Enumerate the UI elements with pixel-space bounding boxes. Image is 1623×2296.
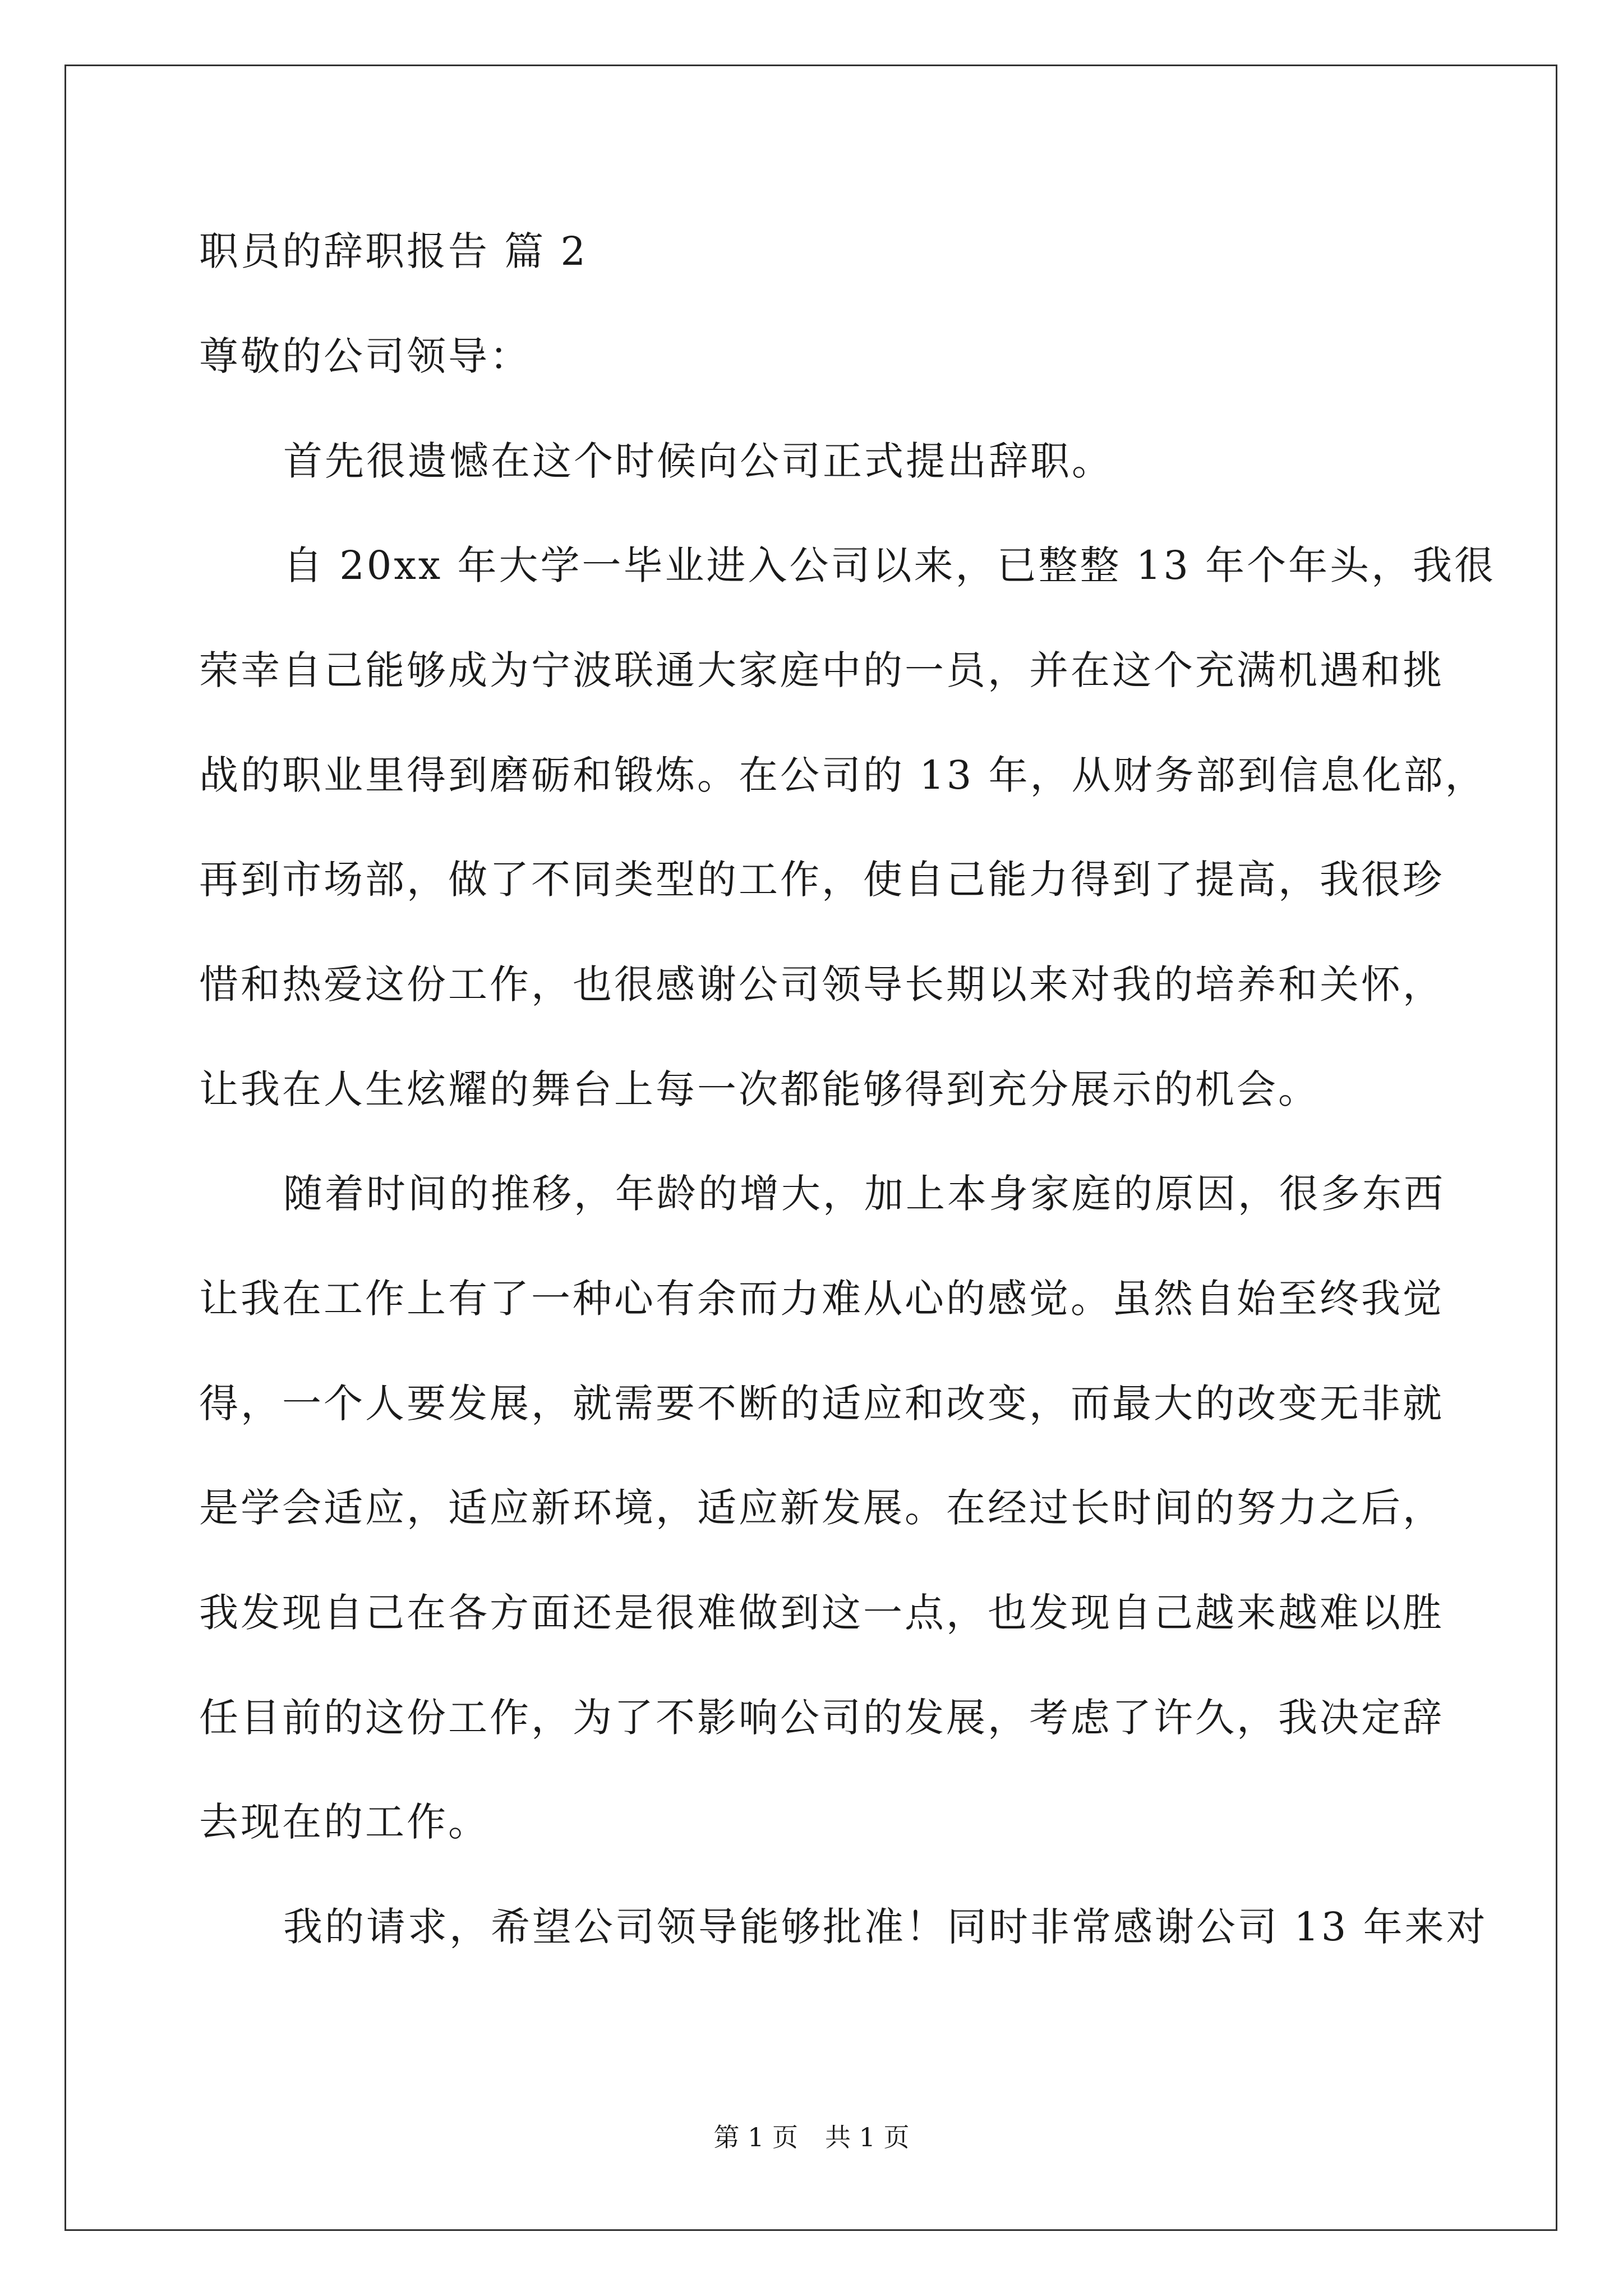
page-total: 共 1 页 [825, 2122, 910, 2152]
paragraph-line: 得，一个人要发展，就需要不断的适应和改变，而最大的改变无非就 [199, 1381, 1444, 1427]
paragraph-line: 我发现自己在各方面还是很难做到这一点，也发现自己越来越难以胜 [199, 1590, 1444, 1636]
paragraph-line: 是学会适应，适应新环境，适应新发展。在经过长时间的努力之后， [199, 1485, 1444, 1531]
paragraph-line: 惜和热爱这份工作，也很感谢公司领导长期以来对我的培养和关怀， [199, 961, 1444, 1007]
paragraph-line: 首先很遗憾在这个时候向公司正式提出辞职。 [283, 438, 1113, 484]
paragraph-line: 再到市场部，做了不同类型的工作，使自己能力得到了提高，我很珍 [199, 857, 1444, 903]
paragraph-line: 荣幸自己能够成为宁波联通大家庭中的一员，并在这个充满机遇和挑 [199, 647, 1444, 693]
paragraph-line: 我的请求，希望公司领导能够批准！同时非常感谢公司 13 年来对 [283, 1904, 1488, 1950]
paragraph-line: 任目前的这份工作，为了不影响公司的发展，考虑了许久，我决定辞 [199, 1695, 1444, 1741]
paragraph-line: 去现在的工作。 [199, 1799, 490, 1845]
paragraph-line: 随着时间的推移，年龄的增大，加上本身家庭的原因，很多东西 [283, 1171, 1445, 1217]
page-number: 第 1 页 [713, 2122, 798, 2152]
salutation: 尊敬的公司领导： [199, 333, 531, 379]
paragraph-line: 让我在人生炫耀的舞台上每一次都能够得到充分展示的机会。 [199, 1066, 1320, 1112]
page-footer [0, 2120, 1623, 2154]
paragraph-line: 战的职业里得到磨砺和锻炼。在公司的 13 年，从财务部到信息化部， [199, 752, 1487, 798]
paragraph-line: 自 20xx 年大学一毕业进入公司以来，已整整 13 年个年头，我很 [283, 542, 1496, 588]
paragraph-line: 让我在工作上有了一种心有余而力难从心的感觉。虽然自始至终我觉 [199, 1276, 1444, 1322]
document-title: 职员的辞职报告 篇 2 [199, 228, 588, 274]
